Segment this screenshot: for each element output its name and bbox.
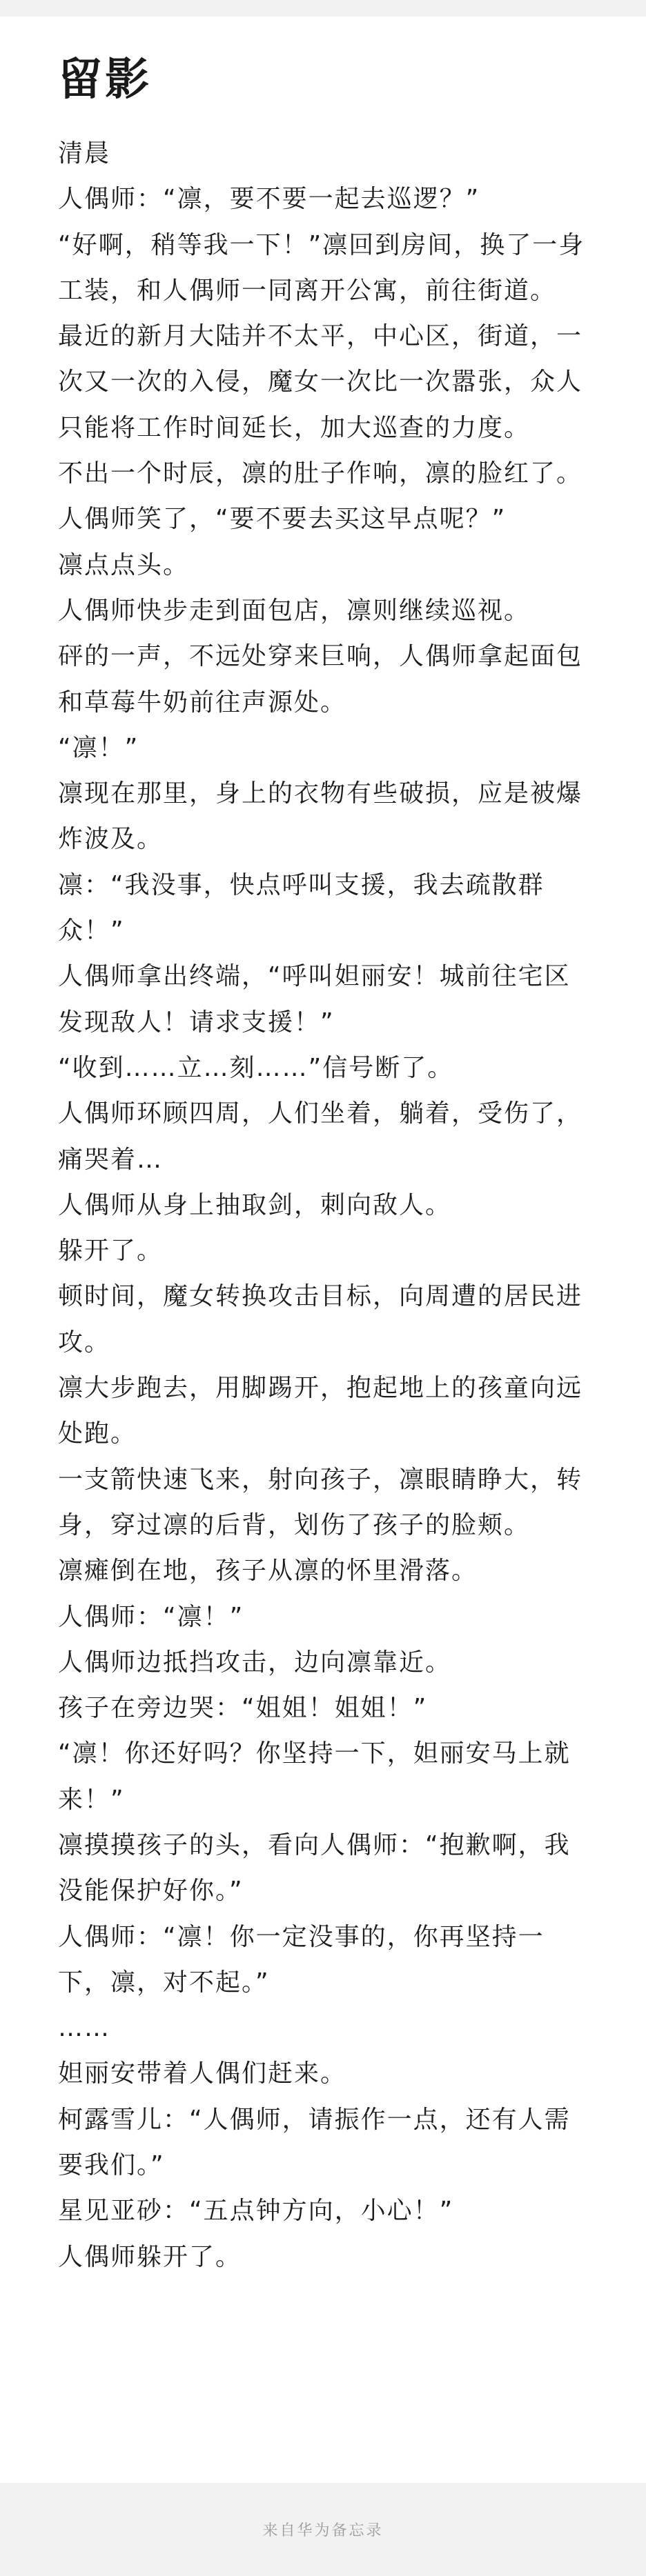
note-paragraph: 凛点点头。 bbox=[58, 550, 190, 579]
note-paragraph: 星见亚砂：“五点钟方向，小心！” bbox=[58, 2197, 454, 2226]
note-paragraph: 人偶师笑了，“要不要去买这早点呢？” bbox=[58, 505, 507, 534]
note-paragraph: 柯露雪儿：“人偶师，请振作一点，还有人需要我们。” bbox=[58, 2105, 571, 2180]
note-paragraph: 妲丽安带着人偶们赶来。 bbox=[58, 2059, 347, 2088]
note-paragraph: 人偶师：“凛，要不要一起去巡逻？” bbox=[58, 185, 480, 214]
note-paragraph: 凛现在那里，身上的衣物有些破损，应是被爆炸波及。 bbox=[58, 779, 583, 854]
note-title: 留影 bbox=[58, 54, 152, 106]
note-paragraph: 最近的新月大陆并不太平，中心区，街道，一次又一次的入侵，魔女一次比一次嚣张，众人只能将工作时间延长，加大巡查的力度。 bbox=[58, 322, 583, 442]
note-paragraph: 人偶师拿出终端，“呼叫妲丽安！城前往宅区发现敌人！请求支援！” bbox=[58, 962, 571, 1037]
note-body bbox=[58, 131, 591, 2280]
note-paragraph: 孩子在旁边哭：“姐姐！姐姐！” bbox=[58, 1694, 428, 1723]
note-paragraph: 清晨 bbox=[58, 139, 111, 168]
note-paragraph: “收到……立…刻……”信号断了。 bbox=[58, 1053, 454, 1082]
footer bbox=[0, 2483, 646, 2576]
note-paragraph: 凛：“我没事，快点呼叫支援，我去疏散群众！” bbox=[58, 870, 545, 946]
note-paragraph: 人偶师躲开了。 bbox=[58, 2242, 242, 2271]
note-paragraph: 人偶师快步走到面包店，凛则继续巡视。 bbox=[58, 596, 531, 625]
note-paragraph: 人偶师边抵挡攻击，边向凛靠近。 bbox=[58, 1648, 452, 1677]
note-paragraph: 躲开了。 bbox=[58, 1237, 164, 1266]
note-paragraph: 人偶师从身上抽取剑，刺向敌人。 bbox=[58, 1190, 452, 1219]
note-paragraph: 人偶师：“凛！你一定没事的，你再坚持一下，凛，对不起。” bbox=[58, 1922, 545, 1997]
note-paragraph: “凛！你还好吗？你坚持一下，妲丽安马上就来！” bbox=[58, 1739, 571, 1814]
note-paragraph: “凛！” bbox=[58, 733, 139, 762]
note-paragraph: 一支箭快速飞来，射向孩子，凛眼睛睁大，转身，穿过凛的后背，划伤了孩子的脸颊。 bbox=[58, 1465, 583, 1539]
note-paragraph: 砰的一声，不远处穿来巨响，人偶师拿起面包和草莓牛奶前往声源处。 bbox=[58, 642, 583, 717]
note-paragraph: 顿时间，魔女转换攻击目标，向周遭的居民进攻。 bbox=[58, 1282, 583, 1357]
note-paragraph: 不出一个时辰，凛的肚子作响，凛的脸红了。 bbox=[58, 459, 583, 488]
note-paragraph: 凛瘫倒在地，孩子从凛的怀里滑落。 bbox=[58, 1557, 478, 1586]
note-paragraph: 凛大步跑去，用脚踢开，抱起地上的孩童向远处跑。 bbox=[58, 1374, 583, 1448]
note-paragraph: 人偶师：“凛！” bbox=[58, 1602, 244, 1631]
note-paragraph: “好啊，稍等我一下！”凛回到房间，换了一身工装，和人偶师一同离开公寓，前往街道。 bbox=[58, 230, 585, 305]
note-card bbox=[0, 17, 646, 2483]
source-label: 来自华为备忘录 bbox=[262, 2522, 384, 2539]
note-paragraph: 人偶师环顾四周，人们坐着，躺着，受伤了，痛哭着… bbox=[58, 1099, 583, 1174]
note-paragraph: …… bbox=[58, 2014, 110, 2043]
note-paragraph: 凛摸摸孩子的头，看向人偶师：“抱歉啊，我没能保护好你。” bbox=[58, 1830, 571, 1906]
top-background-strip bbox=[0, 0, 646, 17]
